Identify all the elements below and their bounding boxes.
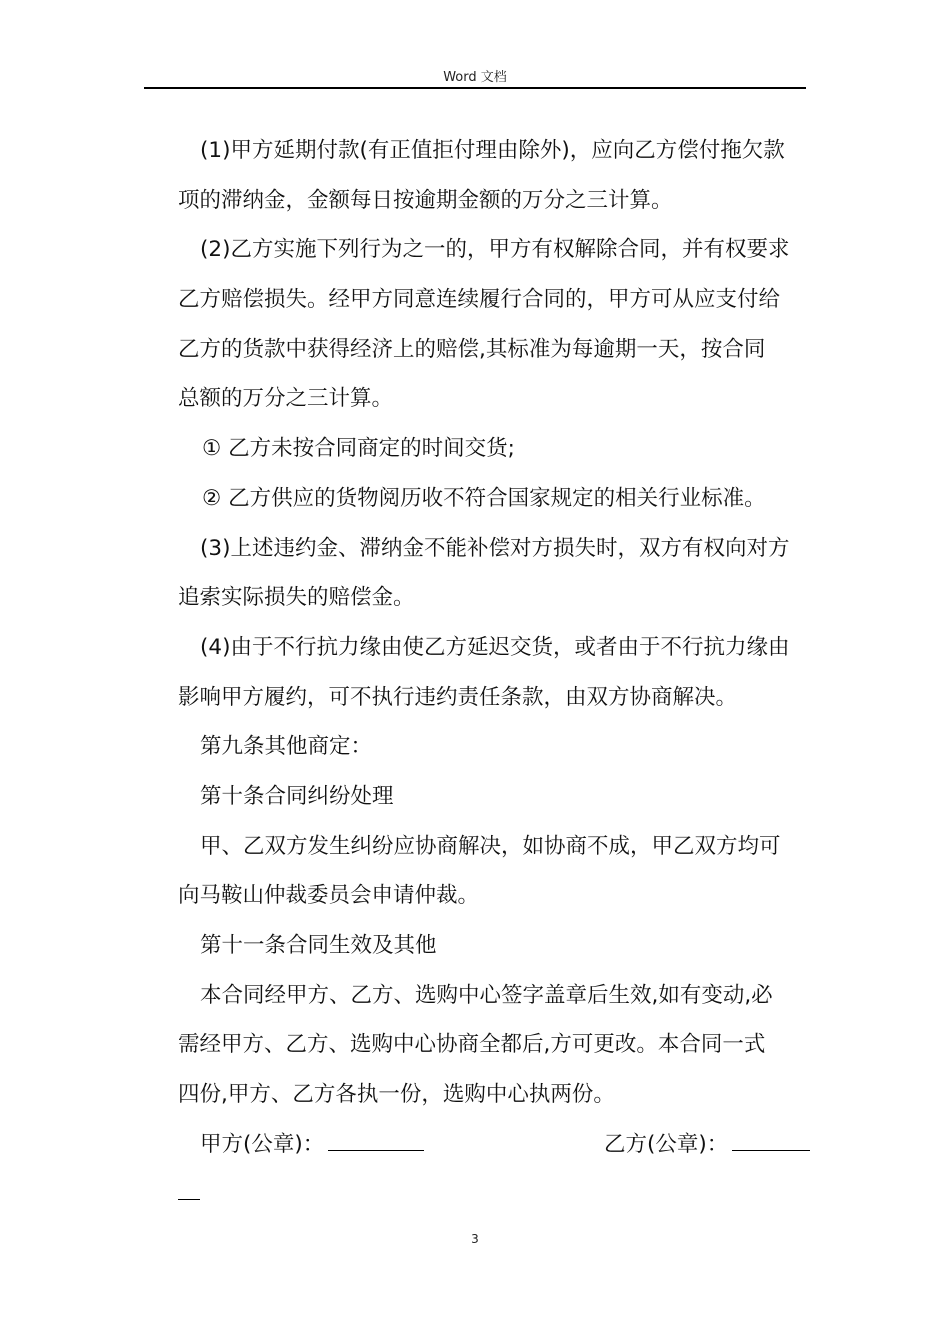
document-body xyxy=(178,126,808,1219)
paragraph-line: 项的滞纳金，金额每日按逾期金额的万分之三计算。 xyxy=(178,187,673,213)
paragraph-line: 影响甲方履约，可不执行违约责任条款，由双方协商解决。 xyxy=(178,684,738,710)
paragraph-line: 本合同经甲方、乙方、选购中心签字盖章后生效,如有变动,必 xyxy=(200,982,773,1008)
section-heading: 第十条合同纠纷处理 xyxy=(200,783,394,809)
section-heading: 第十一条合同生效及其他 xyxy=(200,933,437,958)
party-a-signature xyxy=(200,1120,424,1170)
paragraph-line: (1)甲方延期付款(有正值拒付理由除外)，应向乙方偿付拖欠款 xyxy=(200,138,785,163)
paragraph-line: 甲、乙双方发生纠纷应协商解决，如协商不成，甲乙双方均可 xyxy=(200,833,781,859)
party-b-blank-continuation xyxy=(178,1181,200,1200)
paragraph-line: (3)上述违约金、滞纳金不能补偿对方损失时，双方有权向对方 xyxy=(200,535,790,561)
party-a-blank xyxy=(328,1132,424,1151)
signature-overflow-row xyxy=(178,1169,808,1219)
list-item: ② 乙方供应的货物阅历收不符合国家规定的相关行业标准。 xyxy=(202,485,766,511)
paragraph-line: (4)由于不行抗力缘由使乙方延迟交货，或者由于不行抗力缘由 xyxy=(200,634,790,660)
paragraph-line: 乙方赔偿损失。经甲方同意连续履行合同的，甲方可从应支付给 xyxy=(178,287,781,313)
party-b-signature xyxy=(604,1120,810,1170)
section-heading: 第九条其他商定： xyxy=(200,734,373,760)
list-item: ① 乙方未按合同商定的时间交货; xyxy=(202,436,515,462)
paragraph-line: 需经甲方、乙方、选购中心协商全都后,方可更改。本合同一式 xyxy=(178,1032,766,1058)
paragraph-line: 向马鞍山仲裁委员会申请仲裁。 xyxy=(178,883,480,909)
paragraph-line: 总额的万分之三计算。 xyxy=(178,386,394,412)
party-b-label: 乙方(公章)： xyxy=(604,1131,729,1157)
page-number: 3 xyxy=(471,1232,479,1246)
paragraph-line: (2)乙方实施下列行为之一的，甲方有权解除合同，并有权要求 xyxy=(200,237,790,263)
header-divider xyxy=(144,87,806,89)
signature-row xyxy=(178,1120,808,1170)
paragraph-line: 乙方的货款中获得经济上的赔偿,其标准为每逾期一天，按合同 xyxy=(178,336,766,362)
paragraph-line: 四份,甲方、乙方各执一份，选购中心执两份。 xyxy=(178,1082,615,1108)
party-b-blank xyxy=(732,1132,810,1151)
page-header-title: Word 文档 xyxy=(443,70,507,85)
paragraph-line: 追索实际损失的赔偿金。 xyxy=(178,585,415,611)
party-a-label: 甲方(公章)： xyxy=(200,1131,325,1157)
